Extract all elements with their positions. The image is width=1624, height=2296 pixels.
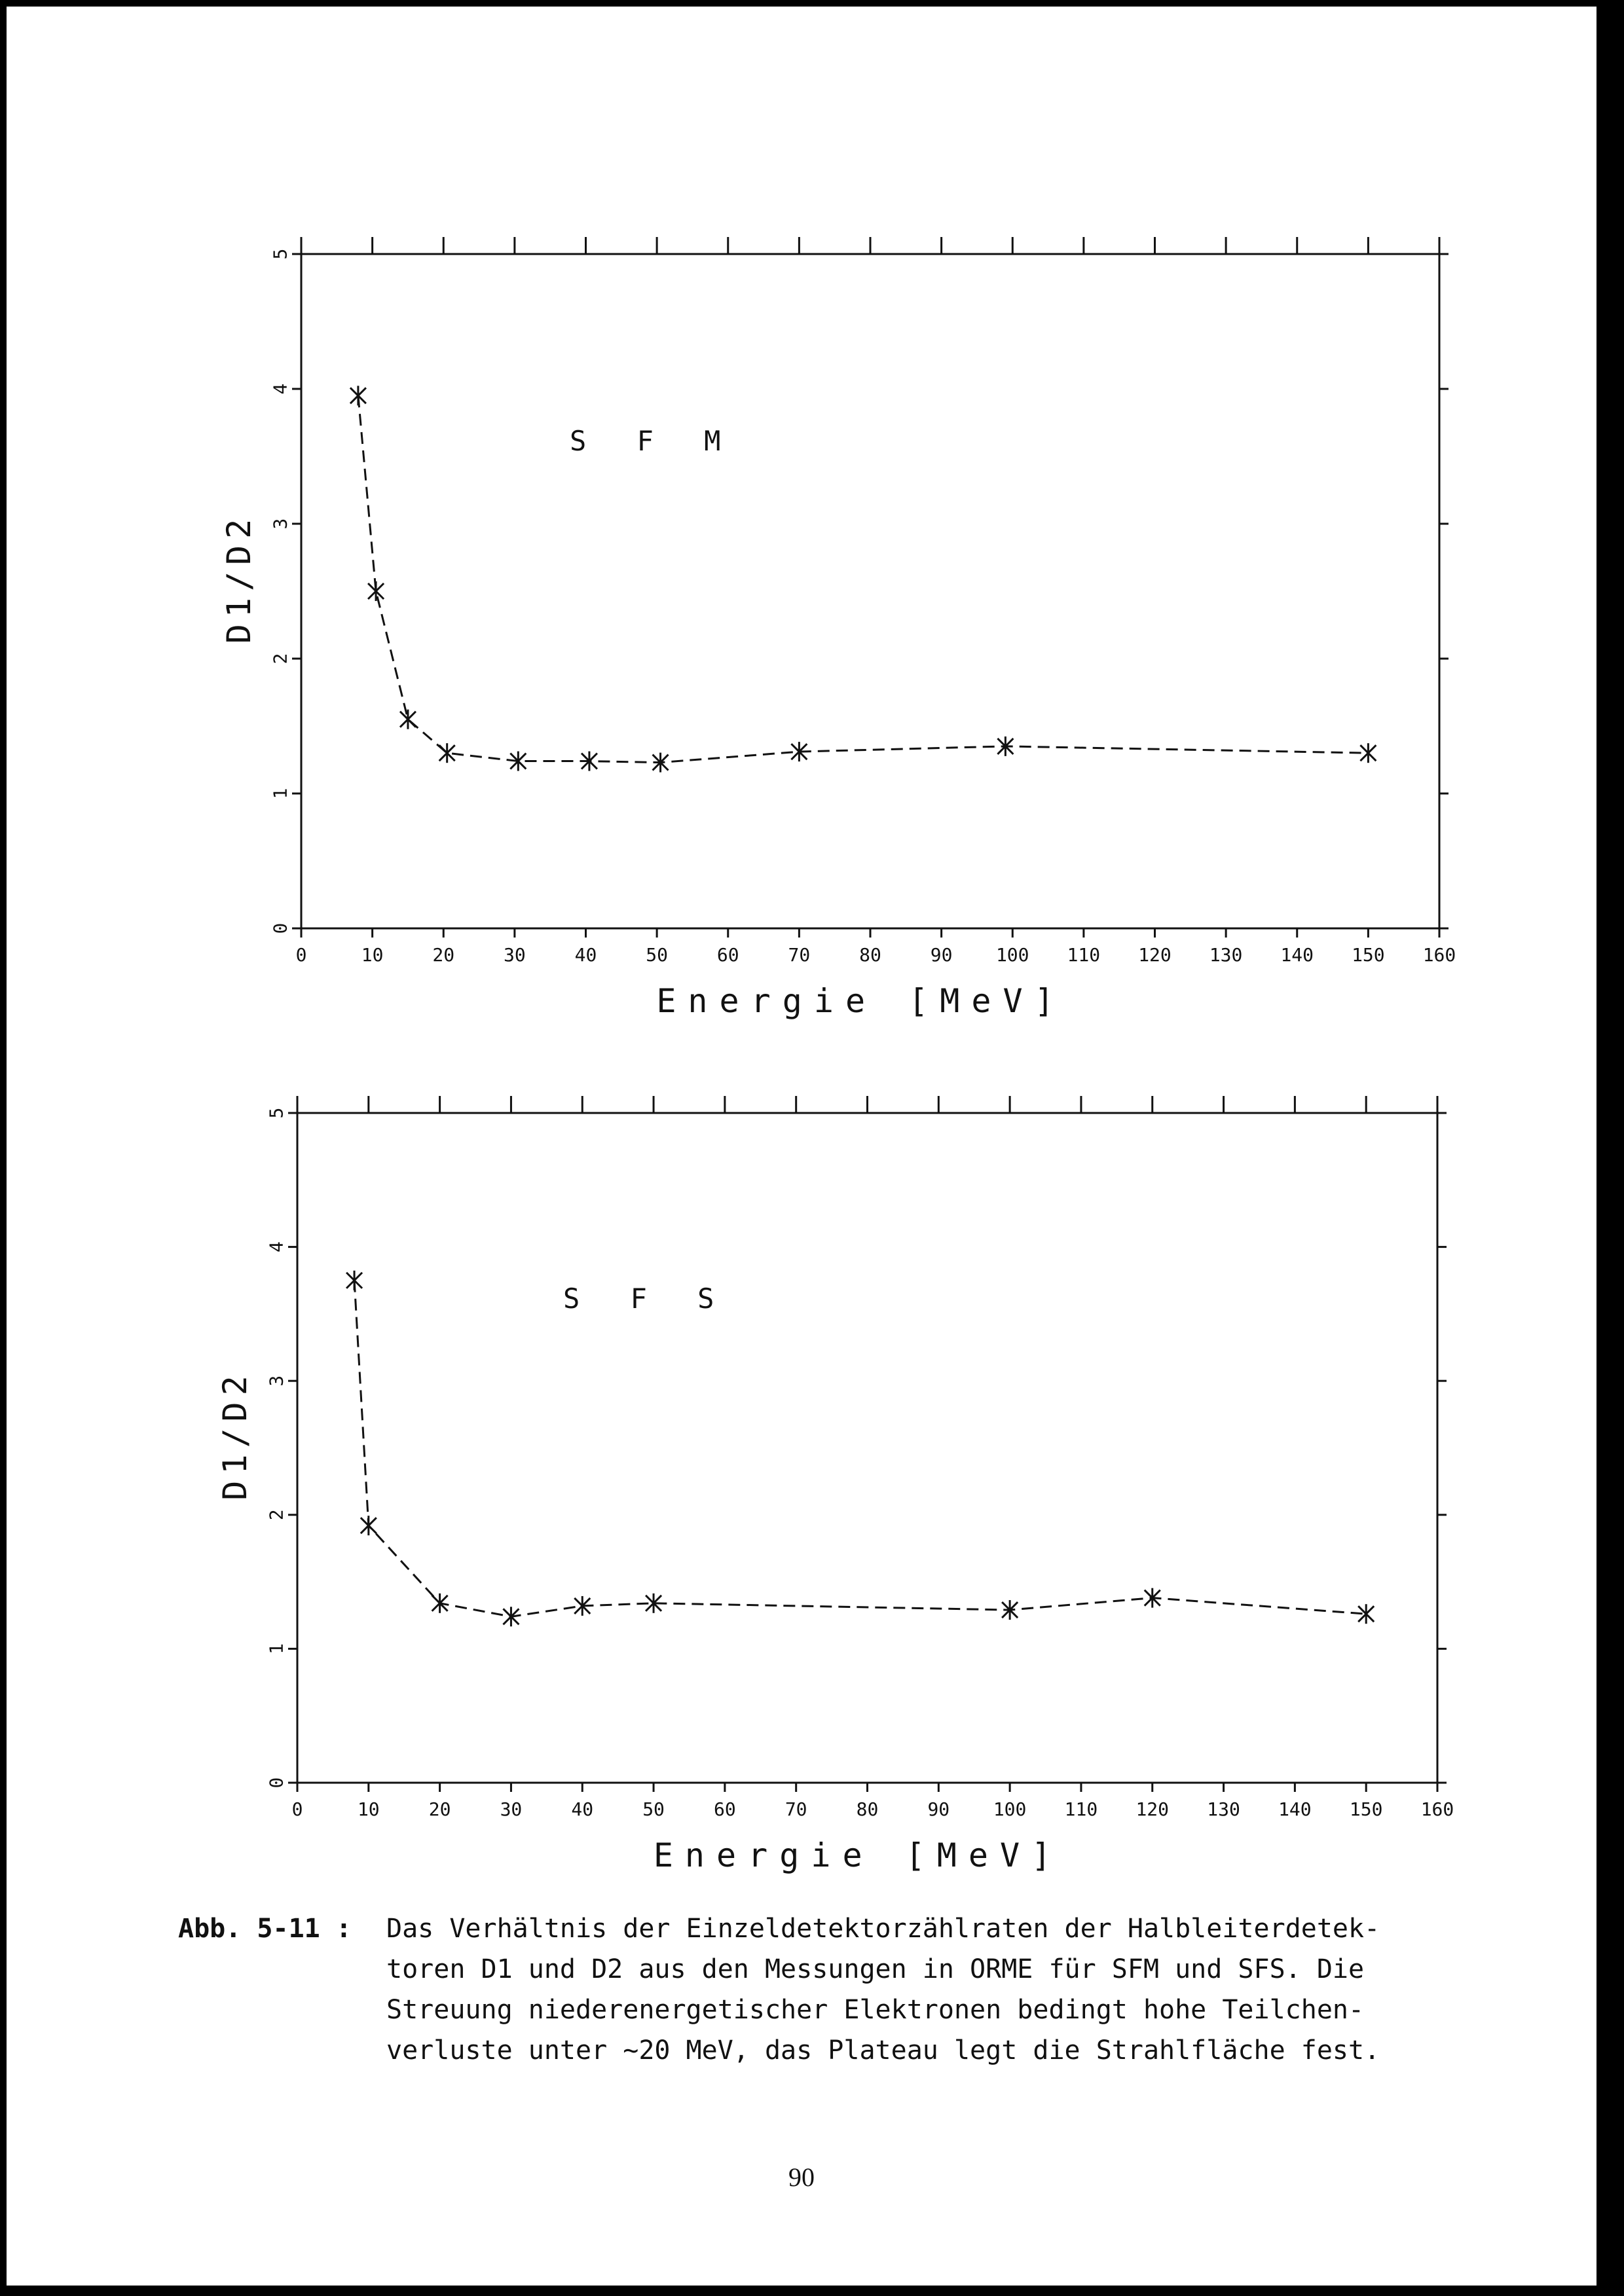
x-tick-label: 30 — [500, 1798, 523, 1820]
caption-label: Abb. 5-11 : — [178, 1914, 352, 1944]
x-tick-label: 20 — [432, 944, 455, 966]
x-tick-label: 160 — [1420, 1798, 1454, 1820]
y-tick-label: 0 — [265, 1777, 287, 1789]
caption-text: Das Verhältnis der Einzeldetektorzählraten der Halbleiterdetek- toren D1 und D2 aus den Messungen in ORME für SFM und SFS. Die Streuung niederenergetischer Elektronen bedingt hohe Teilchen- verluste unter ~20 MeV, das Plateau legt die Strahlfläche fest. — [386, 1914, 1380, 2066]
x-tick-label: 120 — [1138, 944, 1172, 966]
x-tick-label: 90 — [930, 944, 953, 966]
y-tick-label: 4 — [265, 1241, 287, 1253]
panel-label: S F S — [563, 1283, 731, 1315]
x-tick-label: 140 — [1280, 944, 1314, 966]
y-tick-label: 4 — [269, 383, 291, 395]
data-point — [361, 1516, 377, 1535]
x-tick-label: 70 — [788, 944, 811, 966]
x-tick-label: 80 — [859, 944, 881, 966]
x-tick-label: 150 — [1349, 1798, 1383, 1820]
data-point — [346, 1271, 362, 1290]
chart-panel-2 — [216, 1096, 1454, 1874]
x-tick-label: 20 — [428, 1798, 451, 1820]
y-tick-label: 3 — [265, 1375, 287, 1387]
panel-label: S F M — [570, 425, 738, 457]
y-tick-label: 5 — [269, 248, 291, 260]
x-tick-label: 0 — [295, 944, 307, 966]
x-tick-label: 50 — [646, 944, 668, 966]
y-axis-title: D1/D2 — [220, 512, 258, 644]
data-point — [350, 386, 366, 405]
x-tick-label: 150 — [1352, 944, 1385, 966]
x-tick-label: 120 — [1135, 1798, 1170, 1820]
y-tick-label: 2 — [265, 1509, 287, 1521]
x-tick-label: 80 — [856, 1798, 879, 1820]
x-tick-label: 40 — [571, 1798, 594, 1820]
x-tick-label: 70 — [784, 1798, 807, 1820]
y-tick-label: 1 — [269, 788, 291, 799]
series-line — [354, 1281, 1366, 1617]
series-line — [358, 395, 1368, 762]
data-point — [368, 581, 384, 601]
y-tick-label: 0 — [269, 922, 291, 934]
x-tick-label: 10 — [361, 944, 384, 966]
data-point — [1360, 743, 1376, 763]
data-point — [432, 1594, 448, 1613]
x-tick-label: 10 — [357, 1798, 380, 1820]
x-tick-label: 90 — [927, 1798, 950, 1820]
y-tick-label: 1 — [265, 1643, 287, 1654]
y-tick-label: 3 — [269, 518, 291, 530]
data-point — [400, 710, 416, 729]
x-axis-title: Energie [MeV] — [653, 1836, 1063, 1874]
y-tick-label: 5 — [265, 1107, 287, 1119]
x-tick-label: 0 — [291, 1798, 303, 1820]
x-tick-label: 130 — [1207, 1798, 1240, 1820]
x-tick-label: 110 — [1067, 944, 1101, 966]
plot-frame — [301, 254, 1439, 928]
x-tick-label: 50 — [642, 1798, 665, 1820]
x-tick-label: 130 — [1209, 944, 1243, 966]
page — [7, 7, 1596, 2286]
x-tick-label: 40 — [574, 944, 597, 966]
x-tick-label: 60 — [716, 944, 739, 966]
plot-frame — [297, 1113, 1437, 1783]
x-tick-label: 100 — [993, 1798, 1027, 1820]
y-tick-label: 2 — [269, 653, 291, 665]
x-tick-label: 100 — [995, 944, 1029, 966]
chart-panel-1 — [220, 237, 1456, 1020]
x-tick-label: 110 — [1064, 1798, 1098, 1820]
x-tick-label: 60 — [714, 1798, 736, 1820]
page-number: 90 — [788, 2162, 815, 2192]
x-tick-label: 30 — [504, 944, 526, 966]
y-axis-title: D1/D2 — [216, 1369, 254, 1501]
x-tick-label: 140 — [1278, 1798, 1312, 1820]
x-axis-title: Energie [MeV] — [656, 982, 1066, 1020]
x-tick-label: 160 — [1422, 944, 1456, 966]
